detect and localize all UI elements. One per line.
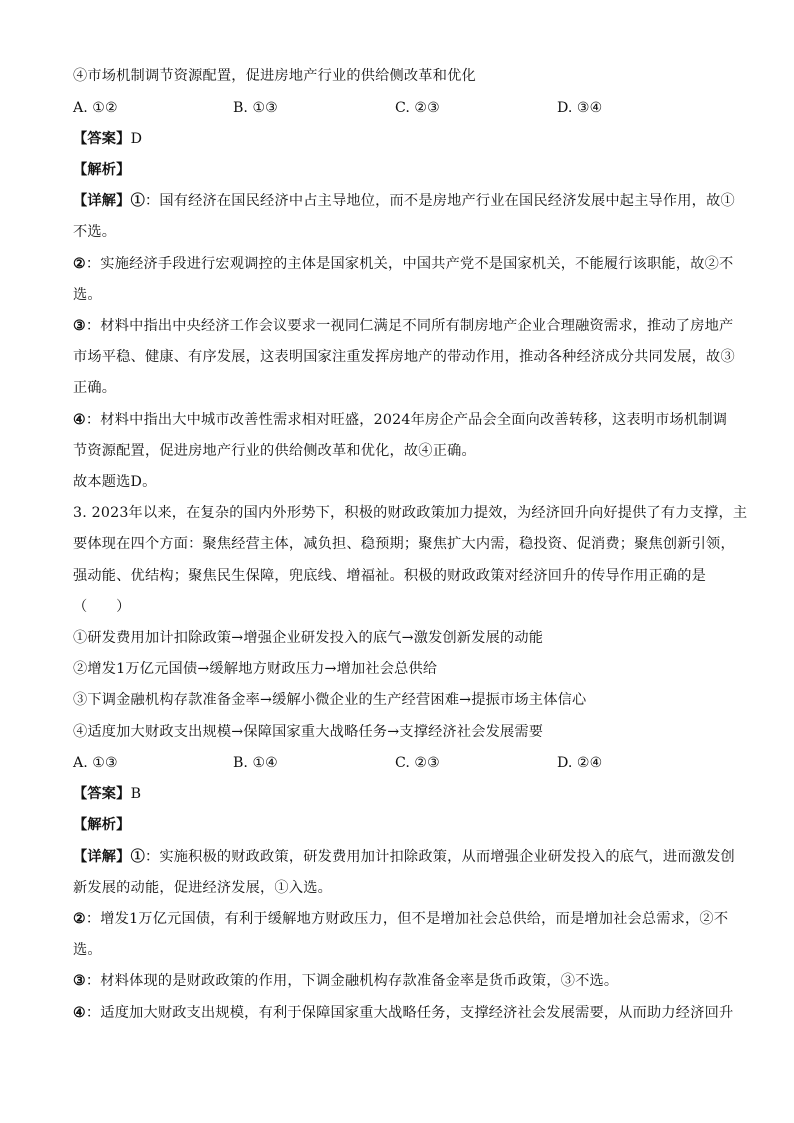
q3-point-2-line-2: 选。 [73,942,102,958]
point-text: ：材料中指出中央经济工作会议要求一视同仁满足不同所有制房地产企业合理融资需求，推动了房地产 [85,318,734,334]
q2-point-2-line-2: 选。 [73,287,102,303]
point-number: ② [73,256,86,272]
q3-option-b: B. ①④ [233,755,278,771]
point-text: ：适度加大财政支出规模，有利于保障国家重大战略任务，支撑经济社会发展需要，从而助力经济回升 [85,1005,734,1021]
q2-option-c: C. ②③ [395,100,440,116]
q2-analysis-tag [73,160,728,180]
point-number: ② [73,911,86,927]
answer-value: B [130,786,142,802]
detail-text: ：实施积极的财政政策，研发费用加计扣除政策，从而增强企业研发投入的底气，进而激发创 [144,849,735,865]
q2-point-4-line-1 [73,410,728,430]
q2-point-4-line-2: 节资源配置，促进房地产行业的供给侧改革和优化，故④正确。 [73,443,476,459]
answer-value: D [130,131,143,147]
q3-option-d: D. ②④ [557,755,603,771]
q2-detail-line-1 [73,191,735,211]
detail-text: ：国有经济在国民经济中占主导地位，而不是房地产行业在国民经济发展中起主导作用，故① [144,193,735,209]
point-number: ④ [73,1005,86,1021]
q2-item-4: ④市场机制调节资源配置，促进房地产行业的供给侧改革和优化 [73,68,476,84]
q3-option-a: A. ①③ [73,755,118,771]
q3-option-c: C. ②③ [395,755,440,771]
q2-point-3-line-3: 正确。 [73,380,117,396]
q2-option-a: A. ①② [73,100,118,116]
point-number: ③ [73,973,86,989]
q3-detail-line-1 [73,847,735,867]
q2-option-b: B. ①③ [233,100,278,116]
q3-stem-line-1: 3. 2023年以来，在复杂的国内外形势下，积极的财政政策加力提效，为经济回升向好提供了有力支撑，主 [73,505,748,521]
q3-analysis-tag [73,815,728,835]
point-number: ① [130,849,145,865]
point-text: ：实施经济手段进行宏观调控的主体是国家机关，中国共产党不是国家机关，不能履行该职能，故②不 [85,256,734,272]
analysis-tag: 【解析】 [73,162,131,178]
q2-detail-line-2: 不选。 [73,224,117,240]
q3-point-3-line-1 [73,971,728,991]
q3-item-4: ④适度加大财政支出规模→保障国家重大战略任务→支撑经济社会发展需要 [73,724,544,740]
q3-item-3: ③下调金融机构存款准备金率→缓解小微企业的生产经营困难→提振市场主体信心 [73,692,587,708]
q3-detail-line-2: 新发展的动能，促进经济发展，①入选。 [73,880,332,896]
q2-point-3-line-2: 市场平稳、健康、有序发展，这表明国家注重发挥房地产的带动作用，推动各种经济成分共同发展，故③ [73,349,735,365]
q2-answer-line [73,129,728,149]
point-text: ：材料中指出大中城市改善性需求相对旺盛，2024年房企产品会全面向改善转移，这表明市场机制调 [85,412,728,428]
q3-item-2: ②增发1万亿元国债→缓解地方财政压力→增加社会总供给 [73,661,438,677]
point-number: ① [130,193,145,209]
q2-option-d: D. ③④ [557,100,603,116]
q2-point-2-line-1 [73,254,734,274]
analysis-tag: 【解析】 [73,817,131,833]
q3-point-4-line-1 [73,1003,734,1023]
point-number: ④ [73,412,86,428]
q3-stem-line-2: 要体现在四个方面：聚焦经营主体，减负担、稳预期；聚焦扩大内需，稳投资、促消费；聚焦创新引领， [73,536,735,552]
point-number: ③ [73,318,86,334]
q3-answer-blank: （ ） [73,599,131,615]
q2-point-3-line-1 [73,316,734,336]
detail-tag: 【详解】 [73,849,131,865]
answer-tag: 【答案】 [73,786,131,802]
q3-answer-line [73,784,728,804]
point-text: ：材料体现的是财政政策的作用，下调金融机构存款准备金率是货币政策，③不选。 [85,973,619,989]
q3-point-2-line-1 [73,909,728,929]
answer-tag: 【答案】 [73,131,131,147]
q3-item-1: ①研发费用加计扣除政策→增强企业研发投入的底气→激发创新发展的动能 [73,630,544,646]
q3-stem-line-3: 强动能、优结构；聚焦民生保障，兜底线、增福祉。积极的财政政策对经济回升的传导作用正确的是 [73,568,707,584]
q2-conclusion: 故本题选D。 [73,474,157,490]
detail-tag: 【详解】 [73,193,131,209]
point-text: ：增发1万亿元国债，有利于缓解地方财政压力，但不是增加社会总供给，而是增加社会总需求，②不 [85,911,729,927]
